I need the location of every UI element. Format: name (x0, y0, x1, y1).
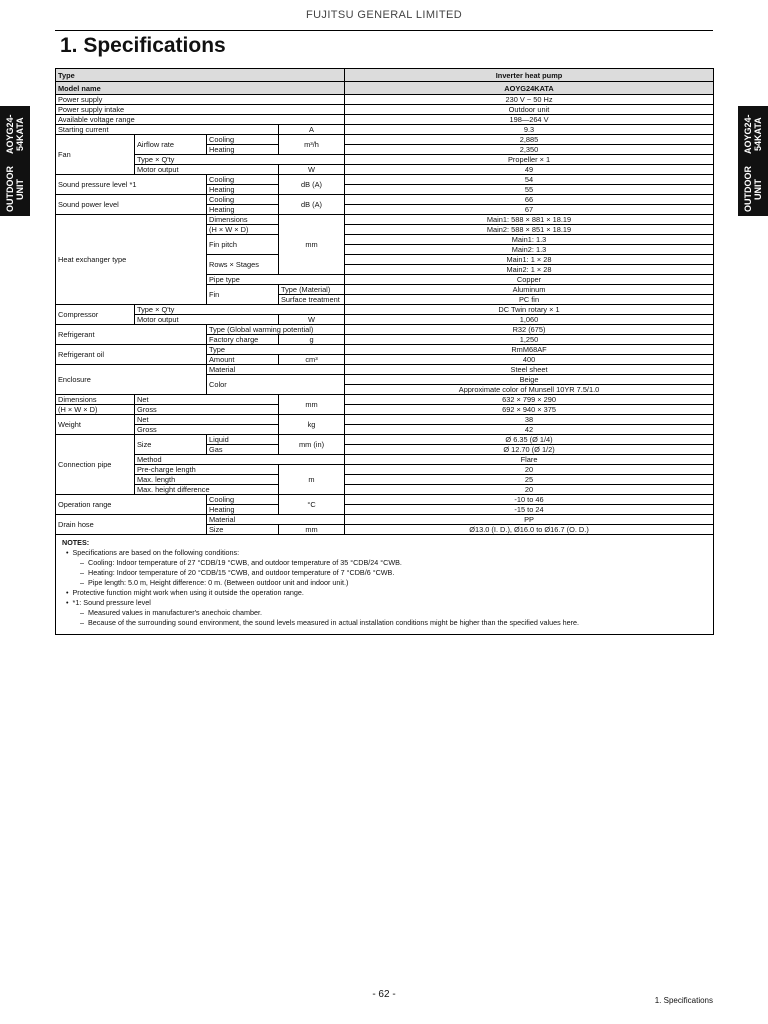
page-title: 1. Specifications (60, 34, 226, 57)
cell-label: Fan (56, 135, 135, 175)
cell-label: Cooling (207, 195, 279, 205)
side-tab-line2: AOYG24-54KATA (743, 114, 763, 154)
cell-value: Flare (345, 455, 714, 465)
cell-value: R32 (675) (345, 325, 714, 335)
table-row (56, 365, 714, 375)
cell-value: 692 × 940 × 375 (345, 405, 714, 415)
cell-value: 25 (345, 475, 714, 485)
table-row (56, 165, 714, 175)
cell-unit: W (279, 165, 345, 175)
cell-value: 42 (345, 425, 714, 435)
table-row (56, 195, 714, 205)
table-row (56, 405, 714, 415)
table-row (56, 305, 714, 315)
cell-label: Net (135, 395, 279, 405)
cell-unit: kg (279, 415, 345, 435)
cell-label: Starting current (56, 125, 279, 135)
cell-label: Max. length (135, 475, 279, 485)
cell-value: 20 (345, 465, 714, 475)
cell-label: Fin (207, 285, 279, 305)
cell-label: Net (135, 415, 279, 425)
cell-value: Outdoor unit (345, 105, 714, 115)
cell-value: PP (345, 515, 714, 525)
table-row (56, 465, 714, 475)
table-row (56, 455, 714, 465)
cell-value: PC fin (345, 295, 714, 305)
cell-unit: A (279, 125, 345, 135)
table-row (56, 415, 714, 425)
cell-label: Amount (207, 355, 279, 365)
notes-title: NOTES: (62, 538, 90, 547)
cell-label: (H × W × D) (56, 405, 135, 415)
table-row (56, 315, 714, 325)
cell-value: 54 (345, 175, 714, 185)
cell-label: Type (56, 69, 345, 82)
cell-label: Factory charge (207, 335, 279, 345)
cell-label: Motor output (135, 315, 279, 325)
cell-label: Heating (207, 205, 279, 215)
cell-value: 2,350 (345, 145, 714, 155)
cell-value: 55 (345, 185, 714, 195)
cell-label: Gas (207, 445, 279, 455)
cell-value: Main2: 588 × 851 × 18.19 (345, 225, 714, 235)
cell-label: Refrigerant (56, 325, 207, 345)
cell-label: Power supply (56, 95, 345, 105)
header-rule (55, 30, 713, 31)
cell-label: Motor output (135, 165, 279, 175)
side-tab-right (738, 106, 768, 216)
cell-label: Method (135, 455, 345, 465)
dash-icon: – (80, 558, 88, 567)
table-row (56, 175, 714, 185)
cell-label: Gross (135, 425, 279, 435)
cell-unit: mm (279, 395, 345, 415)
cell-label: (H × W × D) (207, 225, 279, 235)
side-tab-line2: AOYG24-54KATA (5, 114, 25, 154)
cell-label: Type (Material) (279, 285, 345, 295)
cell-label: Rows × Stages (207, 255, 279, 275)
cell-label: Type × Q'ty (135, 155, 345, 165)
cell-label: Color (207, 375, 345, 395)
cell-value: Inverter heat pump (345, 69, 714, 82)
table-row (56, 395, 714, 405)
dash-icon: – (80, 618, 88, 627)
cell-unit: mm (279, 215, 345, 275)
note-subitem: – Measured values in manufacturer's anechoic chamber. (80, 608, 262, 617)
cell-label: Heating (207, 505, 279, 515)
cell-label: Fin pitch (207, 235, 279, 255)
cell-label: Cooling (207, 135, 279, 145)
cell-value: Main2: 1 × 28 (345, 265, 714, 275)
cell-value: Steel sheet (345, 365, 714, 375)
table-row (56, 125, 714, 135)
note-item: • Protective function might work when using it outside the operation range. (66, 588, 304, 597)
cell-label: Dimensions (207, 215, 279, 225)
dash-icon: – (80, 568, 88, 577)
spec-table (55, 68, 714, 635)
note-subitem: – Heating: Indoor temperature of 20 °CDB/15 °CWB, and outdoor temperature of 7 °CDB/6 °CWB. (80, 568, 395, 577)
cell-label: Model name (56, 82, 345, 95)
cell-value: Approximate color of Munsell 10YR 7.5/1.0 (345, 385, 714, 395)
cell-label: Type × Q'ty (135, 305, 345, 315)
cell-value: Ø13.0 (I. D.), Ø16.0 to Ø16.7 (O. D.) (345, 525, 714, 535)
table-row (56, 425, 714, 435)
cell-label: Compressor (56, 305, 135, 325)
cell-value: 1,060 (345, 315, 714, 325)
cell-value: 66 (345, 195, 714, 205)
table-row (56, 82, 714, 95)
cell-value: Aluminum (345, 285, 714, 295)
dash-icon: – (80, 578, 88, 587)
side-tab-line1: OUTDOOR UNIT (5, 166, 25, 213)
cell-value: Copper (345, 275, 714, 285)
cell-label: Cooling (207, 175, 279, 185)
cell-unit: dB (A) (279, 175, 345, 195)
cell-label: Type (Global warming potential) (207, 325, 345, 335)
bullet-icon: • (66, 588, 73, 597)
side-tab-left (0, 106, 30, 216)
cell-label: Connection pipe (56, 435, 135, 495)
cell-unit: m (279, 465, 345, 495)
cell-value: -15 to 24 (345, 505, 714, 515)
cell-label: Enclosure (56, 365, 207, 395)
cell-label: Liquid (207, 435, 279, 445)
dash-icon: – (80, 608, 88, 617)
cell-label: Size (135, 435, 207, 455)
cell-label: Dimensions (56, 395, 135, 405)
cell-value: Ø 12.70 (Ø 1/2) (345, 445, 714, 455)
table-row (56, 105, 714, 115)
cell-value: 20 (345, 485, 714, 495)
note-item: • *1: Sound pressure level (66, 598, 151, 607)
cell-value: 400 (345, 355, 714, 365)
cell-value: 632 × 799 × 290 (345, 395, 714, 405)
cell-label: Drain hose (56, 515, 207, 535)
notes-block (56, 535, 714, 635)
cell-value: RmM68AF (345, 345, 714, 355)
cell-value: 67 (345, 205, 714, 215)
cell-label: Airflow rate (135, 135, 207, 155)
cell-value: 198—264 V (345, 115, 714, 125)
table-row (56, 435, 714, 445)
bullet-icon: • (66, 548, 73, 557)
cell-label: Material (207, 365, 345, 375)
table-row (56, 485, 714, 495)
company-header: FUJITSU GENERAL LIMITED (305, 9, 463, 21)
cell-label: Sound pressure level *1 (56, 175, 207, 195)
note-subitem: – Cooling: Indoor temperature of 27 °CDB/19 °CWB, and outdoor temperature of 35 °CDB/24 °CWB. (80, 558, 402, 567)
table-row (56, 345, 714, 355)
cell-unit: W (279, 315, 345, 325)
cell-label: Type (207, 345, 345, 355)
cell-label: Power supply intake (56, 105, 345, 115)
cell-value: DC Twin rotary × 1 (345, 305, 714, 315)
cell-unit: cm³ (279, 355, 345, 365)
cell-value: 38 (345, 415, 714, 425)
table-row (56, 69, 714, 82)
note-subitem: – Pipe length: 5.0 m, Height difference: 0 m. (Between outdoor unit and indoor unit.) (80, 578, 349, 587)
table-row (56, 325, 714, 335)
cell-value: 49 (345, 165, 714, 175)
cell-value: 2,885 (345, 135, 714, 145)
side-tab-line1: OUTDOOR UNIT (743, 166, 763, 213)
table-row (56, 95, 714, 105)
cell-value: Main1: 1 × 28 (345, 255, 714, 265)
cell-label: Sound power level (56, 195, 207, 215)
table-row (56, 495, 714, 505)
cell-label: Pipe type (207, 275, 345, 285)
page-number: - 62 - (372, 989, 396, 1000)
cell-unit: m³/h (279, 135, 345, 155)
table-row (56, 515, 714, 525)
note-subitem: – Because of the surrounding sound environment, the sound levels measured in actual installation conditions might be higher than the specified values here. (80, 618, 580, 627)
table-row (56, 115, 714, 125)
cell-value: Main2: 1.3 (345, 245, 714, 255)
cell-value: Main1: 1.3 (345, 235, 714, 245)
cell-label: Material (207, 515, 345, 525)
table-row (56, 155, 714, 165)
cell-value: Main1: 588 × 881 × 18.19 (345, 215, 714, 225)
cell-value: 1,250 (345, 335, 714, 345)
table-row (56, 215, 714, 225)
footer-section: 1. Specifications (654, 996, 713, 1005)
table-row (56, 135, 714, 145)
cell-label: Heating (207, 145, 279, 155)
cell-label: Gross (135, 405, 279, 415)
cell-unit: mm (in) (279, 435, 345, 455)
cell-label: Pre-charge length (135, 465, 279, 475)
cell-unit: °C (279, 495, 345, 515)
cell-label: Heat exchanger type (56, 215, 207, 305)
cell-label: Size (207, 525, 279, 535)
cell-value: Propeller × 1 (345, 155, 714, 165)
bullet-icon: • (66, 598, 73, 607)
cell-label: Heating (207, 185, 279, 195)
cell-label: Weight (56, 415, 135, 435)
table-row (56, 475, 714, 485)
cell-value: AOYG24KATA (345, 82, 714, 95)
cell-value: -10 to 46 (345, 495, 714, 505)
cell-value: 230 V ~ 50 Hz (345, 95, 714, 105)
cell-label: Surface treatment (279, 295, 345, 305)
cell-label: Refrigerant oil (56, 345, 207, 365)
cell-unit: dB (A) (279, 195, 345, 215)
cell-unit: g (279, 335, 345, 345)
cell-unit: mm (279, 525, 345, 535)
cell-label: Cooling (207, 495, 279, 505)
cell-value: Ø 6.35 (Ø 1/4) (345, 435, 714, 445)
cell-value: Beige (345, 375, 714, 385)
cell-label: Available voltage range (56, 115, 345, 125)
cell-label: Operation range (56, 495, 207, 515)
cell-label: Max. height difference (135, 485, 279, 495)
note-item: • Specifications are based on the following conditions: (66, 548, 240, 557)
notes-row (56, 535, 714, 635)
cell-value: 9.3 (345, 125, 714, 135)
